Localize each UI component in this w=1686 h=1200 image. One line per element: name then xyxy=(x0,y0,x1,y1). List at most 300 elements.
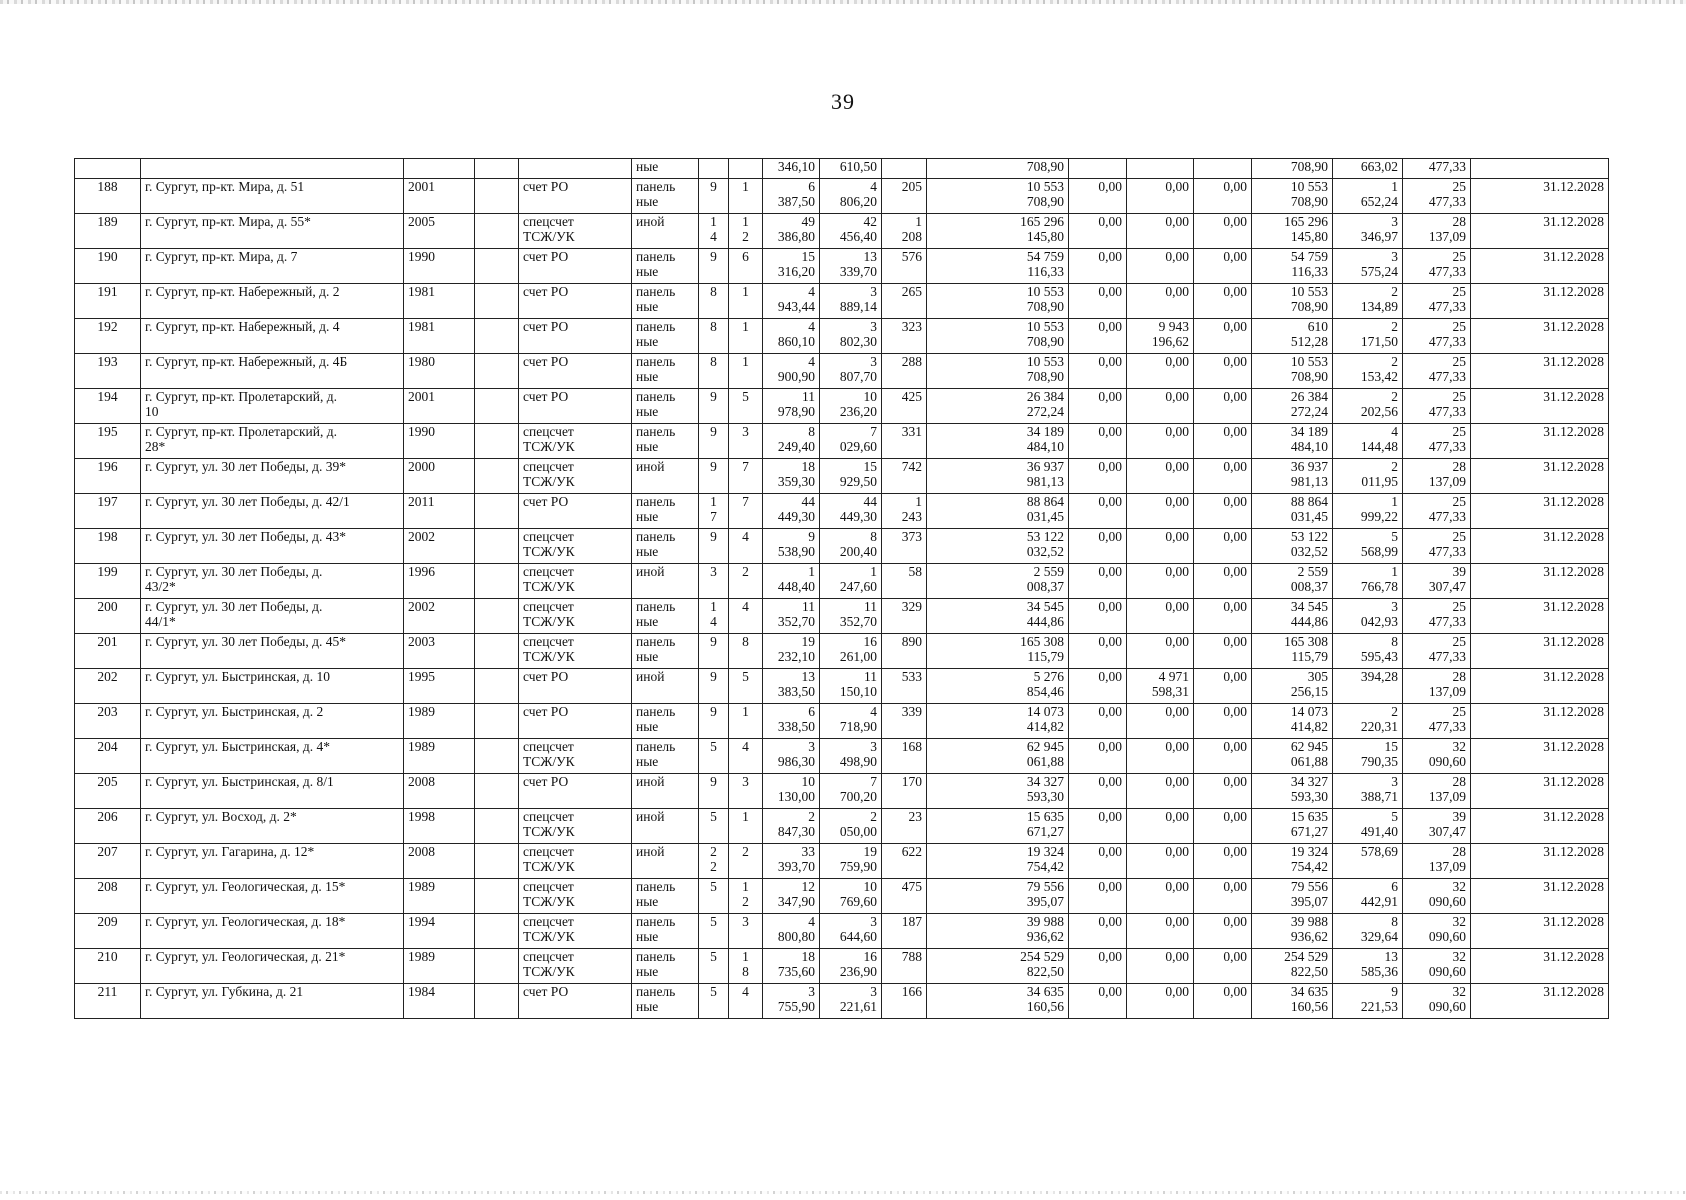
cell-rest xyxy=(1252,984,1333,1019)
scan-edge-top xyxy=(0,0,1686,4)
cell-address xyxy=(141,564,404,599)
cell-line: 788 xyxy=(901,949,922,964)
cell-area-living xyxy=(820,564,882,599)
cell-line: г. Сургут, ул. Геологическая, д. 21* xyxy=(145,949,346,964)
cell-line: г. Сургут, ул. Быстринская, д. 10 xyxy=(145,669,330,684)
cell-line: 168 xyxy=(901,739,922,754)
cell-cost xyxy=(927,249,1069,284)
cell-cost xyxy=(927,389,1069,424)
cell-c1: 0,00 xyxy=(1069,459,1127,494)
cell-line: 160,56 xyxy=(1290,999,1328,1014)
cell-line: 39 xyxy=(1452,564,1466,579)
table-cell: 708,90 xyxy=(927,159,1069,179)
cell-c2 xyxy=(1127,984,1194,1019)
cell-cost xyxy=(927,809,1069,844)
cell-line: 307,47 xyxy=(1428,824,1466,839)
cell-rest xyxy=(1252,494,1333,529)
cell-line: 4 xyxy=(870,704,877,719)
cell-line: г. Сургут, ул. 30 лет Победы, д. 43* xyxy=(145,529,346,544)
cell-line: 39 988 xyxy=(1026,914,1064,929)
cell-line: 12 xyxy=(801,879,815,894)
cell-rest xyxy=(1252,774,1333,809)
cell-material xyxy=(632,949,699,984)
cell-rest xyxy=(1252,669,1333,704)
cell-line: 171,50 xyxy=(1360,334,1398,349)
cell-cost xyxy=(927,529,1069,564)
cell-c1: 0,00 xyxy=(1069,844,1127,879)
cell-c2 xyxy=(1127,494,1194,529)
cell-line: ные xyxy=(636,509,659,524)
cell-c2 xyxy=(1127,424,1194,459)
cell-no: 196 xyxy=(75,459,141,494)
cell-c1: 0,00 xyxy=(1069,634,1127,669)
cell-line: 247,60 xyxy=(839,579,877,594)
cell-line: 9 xyxy=(710,389,717,404)
cell-residents xyxy=(882,424,927,459)
cell-year: 2008 xyxy=(404,844,475,879)
cell-c2 xyxy=(1127,319,1194,354)
cell-line: 854,46 xyxy=(1026,684,1064,699)
cell-address xyxy=(141,774,404,809)
cell-line: 8 xyxy=(1391,634,1398,649)
cell-line: г. Сургут, пр-кт. Набережный, д. 4 xyxy=(145,319,340,334)
cell-line: 25 xyxy=(1452,494,1466,509)
cell-line: спецсчет xyxy=(523,529,574,544)
cell-line: 383,50 xyxy=(777,684,815,699)
cell-line: 484,10 xyxy=(1026,439,1064,454)
cell-year: 1994 xyxy=(404,914,475,949)
cell-line: 1 xyxy=(742,704,749,719)
cell-c1: 0,00 xyxy=(1069,319,1127,354)
cell-fund xyxy=(519,809,632,844)
cell-address xyxy=(141,214,404,249)
cell-line: ные xyxy=(636,964,659,979)
cell-line: 2 559 xyxy=(1297,564,1328,579)
cell-line: 11 xyxy=(864,599,877,614)
cell-limit xyxy=(1403,424,1471,459)
cell-line: 208 xyxy=(901,229,922,244)
cell-c3: 0,00 xyxy=(1194,494,1252,529)
cell-fund xyxy=(519,984,632,1019)
cell-address xyxy=(141,424,404,459)
cell-limit xyxy=(1403,984,1471,1019)
cell-fund xyxy=(519,844,632,879)
cell-line: 62 945 xyxy=(1026,739,1064,754)
cell-line: г. Сургут, пр-кт. Мира, д. 7 xyxy=(145,249,298,264)
cell-line: 1 xyxy=(915,214,922,229)
cell-line: 061,88 xyxy=(1026,754,1064,769)
cell-line: 735,60 xyxy=(777,964,815,979)
cell-line: ТСЖ/УК xyxy=(523,229,575,244)
cell-residents xyxy=(882,179,927,214)
cell-c1: 0,00 xyxy=(1069,949,1127,984)
cell-entrances xyxy=(729,319,763,354)
cell-year: 2011 xyxy=(404,494,475,529)
cell-line: 708,90 xyxy=(1026,334,1064,349)
cell-line: 050,00 xyxy=(839,824,877,839)
cell-residents xyxy=(882,634,927,669)
table-cell xyxy=(1471,159,1609,179)
cell-year: 2002 xyxy=(404,529,475,564)
cell-line: панель xyxy=(636,494,676,509)
cell-material xyxy=(632,319,699,354)
cell-line: 090,60 xyxy=(1428,894,1466,909)
cell-line: 5 xyxy=(710,949,717,964)
cell-line: 33 xyxy=(801,844,815,859)
cell-rest xyxy=(1252,809,1333,844)
cell-rest xyxy=(1252,179,1333,214)
cell-line: 165 296 xyxy=(1020,214,1064,229)
cell-line: 26 384 xyxy=(1290,389,1328,404)
cell-line: 1 xyxy=(1391,179,1398,194)
cell-line: 15 635 xyxy=(1026,809,1064,824)
cell-line: 18 xyxy=(801,949,815,964)
cell-address xyxy=(141,879,404,914)
cell-area-living xyxy=(820,284,882,319)
cell-empty xyxy=(475,319,519,354)
cell-line: г. Сургут, пр-кт. Мира, д. 51 xyxy=(145,179,305,194)
cell-line: ТСЖ/УК xyxy=(523,964,575,979)
cell-line: спецсчет xyxy=(523,879,574,894)
cell-entrances xyxy=(729,704,763,739)
cell-c3: 0,00 xyxy=(1194,179,1252,214)
cell-address xyxy=(141,739,404,774)
cell-material xyxy=(632,984,699,1019)
cell-line: 11 xyxy=(864,669,877,684)
cell-line: 9 xyxy=(710,249,717,264)
cell-empty xyxy=(475,249,519,284)
cell-line: 3 xyxy=(710,564,717,579)
cell-no: 200 xyxy=(75,599,141,634)
cell-line: ные xyxy=(636,754,659,769)
cell-line: 28 xyxy=(1452,214,1466,229)
cell-line: г. Сургут, ул. 30 лет Победы, д. xyxy=(145,564,323,579)
cell-c3: 0,00 xyxy=(1194,249,1252,284)
cell-line: 0,00 xyxy=(1165,599,1189,614)
cell-line: 39 988 xyxy=(1290,914,1328,929)
cell-line: 44 xyxy=(863,494,877,509)
cell-c2 xyxy=(1127,249,1194,284)
table-row xyxy=(75,179,1609,214)
cell-area-total xyxy=(763,459,820,494)
cell-line: 170 xyxy=(901,774,922,789)
cell-no: 210 xyxy=(75,949,141,984)
cell-line: 305 xyxy=(1307,669,1328,684)
cell-line: 860,10 xyxy=(777,334,815,349)
cell-limit xyxy=(1403,284,1471,319)
cell-line: 316,20 xyxy=(777,264,815,279)
cell-line: 444,86 xyxy=(1026,614,1064,629)
cell-line: 196,62 xyxy=(1151,334,1189,349)
cell-line: счет РО xyxy=(523,249,569,264)
cell-line: 1 xyxy=(742,284,749,299)
cell-year: 2001 xyxy=(404,179,475,214)
cell-line: ТСЖ/УК xyxy=(523,579,575,594)
cell-line: 0,00 xyxy=(1165,494,1189,509)
cell-line: 671,27 xyxy=(1026,824,1064,839)
cell-cost xyxy=(927,599,1069,634)
cell-year: 1989 xyxy=(404,739,475,774)
cell-per-m2 xyxy=(1333,844,1403,879)
cell-line: г. Сургут, ул. Восход, д. 2* xyxy=(145,809,297,824)
cell-year: 1989 xyxy=(404,704,475,739)
cell-date: 31.12.2028 xyxy=(1471,494,1609,529)
cell-line: 137,09 xyxy=(1428,684,1466,699)
cell-line: 0,00 xyxy=(1165,704,1189,719)
cell-date: 31.12.2028 xyxy=(1471,319,1609,354)
cell-c3: 0,00 xyxy=(1194,354,1252,389)
cell-line: 644,60 xyxy=(839,929,877,944)
cell-line: 331 xyxy=(901,424,922,439)
cell-c3: 0,00 xyxy=(1194,214,1252,249)
cell-line: иной xyxy=(636,809,665,824)
cell-line: 477,33 xyxy=(1428,649,1466,664)
cell-line: 2 xyxy=(742,894,749,909)
cell-line: 18 xyxy=(801,459,815,474)
cell-line: 3 xyxy=(870,984,877,999)
cell-line: ТСЖ/УК xyxy=(523,474,575,489)
cell-line: 34 635 xyxy=(1026,984,1064,999)
cell-line: 414,82 xyxy=(1290,719,1328,734)
cell-area-total xyxy=(763,634,820,669)
cell-line: 8 xyxy=(710,284,717,299)
cell-line: панель xyxy=(636,319,676,334)
cell-line: 0,00 xyxy=(1165,739,1189,754)
cell-residents xyxy=(882,249,927,284)
cell-line: 477,33 xyxy=(1428,544,1466,559)
cell-line: 929,50 xyxy=(839,474,877,489)
cell-line: 4 xyxy=(742,529,749,544)
table-row xyxy=(75,459,1609,494)
page-number: 39 xyxy=(831,89,855,114)
cell-c3: 0,00 xyxy=(1194,459,1252,494)
cell-line: 10 xyxy=(801,774,815,789)
cell-area-living xyxy=(820,354,882,389)
cell-line: 3 xyxy=(1391,249,1398,264)
cell-line: 1 xyxy=(1391,494,1398,509)
cell-line: панель xyxy=(636,984,676,999)
cell-line: г. Сургут, ул. 30 лет Победы, д. 45* xyxy=(145,634,346,649)
cell-residents xyxy=(882,529,927,564)
cell-line: спецсчет xyxy=(523,424,574,439)
cell-line: 822,50 xyxy=(1290,964,1328,979)
cell-floors xyxy=(699,599,729,634)
cell-line: иной xyxy=(636,564,665,579)
cell-floors xyxy=(699,494,729,529)
table-row xyxy=(75,774,1609,809)
cell-line: 0,00 xyxy=(1165,459,1189,474)
table-row xyxy=(75,214,1609,249)
cell-line: 79 556 xyxy=(1026,879,1064,894)
cell-floors xyxy=(699,319,729,354)
cell-c2 xyxy=(1127,389,1194,424)
cell-no: 206 xyxy=(75,809,141,844)
cell-floors xyxy=(699,214,729,249)
cell-no: 199 xyxy=(75,564,141,599)
cell-line: 44 xyxy=(801,494,815,509)
cell-entrances xyxy=(729,879,763,914)
cell-line: 1 xyxy=(710,599,717,614)
cell-empty xyxy=(475,879,519,914)
cell-fund xyxy=(519,389,632,424)
cell-line: 700,20 xyxy=(839,789,877,804)
table-cell xyxy=(1194,159,1252,179)
cell-line: 116,33 xyxy=(1027,264,1064,279)
cell-date: 31.12.2028 xyxy=(1471,214,1609,249)
cell-line: 9 xyxy=(710,774,717,789)
cell-line: 2 xyxy=(710,844,717,859)
cell-line: 36 937 xyxy=(1026,459,1064,474)
cell-c3: 0,00 xyxy=(1194,424,1252,459)
cell-line: ные xyxy=(636,194,659,209)
cell-area-living xyxy=(820,879,882,914)
cell-per-m2 xyxy=(1333,879,1403,914)
cell-line: 221,53 xyxy=(1360,999,1398,1014)
cell-line: 137,09 xyxy=(1428,789,1466,804)
cell-line: 5 xyxy=(710,879,717,894)
cell-c1: 0,00 xyxy=(1069,564,1127,599)
cell-line: 4 xyxy=(1391,424,1398,439)
cell-line: 0,00 xyxy=(1165,844,1189,859)
cell-line: 708,90 xyxy=(1026,299,1064,314)
cell-year: 1998 xyxy=(404,809,475,844)
cell-line: г. Сургут, ул. Быстринская, д. 2 xyxy=(145,704,324,719)
cell-line: 54 759 xyxy=(1290,249,1328,264)
cell-line: 9 943 xyxy=(1158,319,1189,334)
cell-line: спецсчет xyxy=(523,844,574,859)
cell-material xyxy=(632,564,699,599)
cell-line: 5 xyxy=(1391,529,1398,544)
cell-line: 373 xyxy=(901,529,922,544)
cell-material xyxy=(632,599,699,634)
cell-line: 2 559 xyxy=(1033,564,1064,579)
cell-residents xyxy=(882,389,927,424)
cell-empty xyxy=(475,599,519,634)
cell-fund xyxy=(519,494,632,529)
cell-line: 0,00 xyxy=(1165,634,1189,649)
cell-residents xyxy=(882,844,927,879)
cell-empty xyxy=(475,389,519,424)
cell-year: 1981 xyxy=(404,319,475,354)
cell-line: 477,33 xyxy=(1428,509,1466,524)
cell-no: 204 xyxy=(75,739,141,774)
cell-line: 986,30 xyxy=(777,754,815,769)
cell-line: 4 971 xyxy=(1158,669,1189,684)
cell-fund xyxy=(519,424,632,459)
cell-line: 43/2* xyxy=(145,579,176,594)
cell-date: 31.12.2028 xyxy=(1471,949,1609,984)
cell-line: спецсчет xyxy=(523,809,574,824)
cell-c2 xyxy=(1127,599,1194,634)
cell-material xyxy=(632,424,699,459)
cell-limit xyxy=(1403,774,1471,809)
cell-rest xyxy=(1252,389,1333,424)
cell-per-m2 xyxy=(1333,564,1403,599)
cell-line: 249,40 xyxy=(777,439,815,454)
cell-per-m2 xyxy=(1333,179,1403,214)
cell-year: 1989 xyxy=(404,879,475,914)
cell-cost xyxy=(927,214,1069,249)
cell-c2 xyxy=(1127,704,1194,739)
cell-line: 115,79 xyxy=(1291,649,1328,664)
cell-line: 9 xyxy=(710,634,717,649)
cell-line: 6 xyxy=(742,249,749,264)
cell-cost xyxy=(927,284,1069,319)
cell-line: 444,86 xyxy=(1290,614,1328,629)
cell-area-total xyxy=(763,424,820,459)
cell-entrances xyxy=(729,774,763,809)
cell-material xyxy=(632,634,699,669)
cell-floors xyxy=(699,284,729,319)
cell-line: 9 xyxy=(710,459,717,474)
cell-area-total xyxy=(763,179,820,214)
cell-area-total xyxy=(763,809,820,844)
cell-area-living xyxy=(820,949,882,984)
cell-empty xyxy=(475,424,519,459)
cell-line: 4 xyxy=(742,599,749,614)
cell-floors xyxy=(699,249,729,284)
cell-line: 090,60 xyxy=(1428,999,1466,1014)
cell-line: 2 xyxy=(808,809,815,824)
cell-c1: 0,00 xyxy=(1069,914,1127,949)
cell-year: 1995 xyxy=(404,669,475,704)
cell-line: 0,00 xyxy=(1165,774,1189,789)
cell-material xyxy=(632,214,699,249)
cell-line: 769,60 xyxy=(839,894,877,909)
cell-material xyxy=(632,844,699,879)
table-cell xyxy=(729,159,763,179)
cell-line: 387,50 xyxy=(777,194,815,209)
cell-floors xyxy=(699,984,729,1019)
cell-area-total xyxy=(763,284,820,319)
cell-no: 205 xyxy=(75,774,141,809)
cell-line: панель xyxy=(636,739,676,754)
cell-line: счет РО xyxy=(523,179,569,194)
table-row xyxy=(75,949,1609,984)
cell-line: г. Сургут, ул. Геологическая, д. 15* xyxy=(145,879,346,894)
cell-line: 0,00 xyxy=(1165,179,1189,194)
cell-line: 137,09 xyxy=(1428,859,1466,874)
cell-line: панель xyxy=(636,914,676,929)
cell-fund xyxy=(519,319,632,354)
cell-c2 xyxy=(1127,179,1194,214)
cell-rest xyxy=(1252,424,1333,459)
table-cell xyxy=(1127,159,1194,179)
cell-line: 8 xyxy=(742,634,749,649)
cell-c1: 0,00 xyxy=(1069,809,1127,844)
cell-line: 491,40 xyxy=(1360,824,1398,839)
cell-entrances xyxy=(729,389,763,424)
cell-no: 198 xyxy=(75,529,141,564)
cell-empty xyxy=(475,984,519,1019)
cell-line: спецсчет xyxy=(523,459,574,474)
cell-line: 3 xyxy=(1391,774,1398,789)
cell-area-total xyxy=(763,879,820,914)
cell-fund xyxy=(519,564,632,599)
cell-rest xyxy=(1252,914,1333,949)
cell-line: 34 545 xyxy=(1026,599,1064,614)
cell-floors xyxy=(699,459,729,494)
cell-entrances xyxy=(729,844,763,879)
cell-no: 193 xyxy=(75,354,141,389)
cell-line: 718,90 xyxy=(839,719,877,734)
cell-empty xyxy=(475,284,519,319)
cell-c3: 0,00 xyxy=(1194,319,1252,354)
cell-line: 352,70 xyxy=(839,614,877,629)
cell-line: 34 635 xyxy=(1290,984,1328,999)
cell-line: спецсчет xyxy=(523,564,574,579)
cell-line: счет РО xyxy=(523,354,569,369)
